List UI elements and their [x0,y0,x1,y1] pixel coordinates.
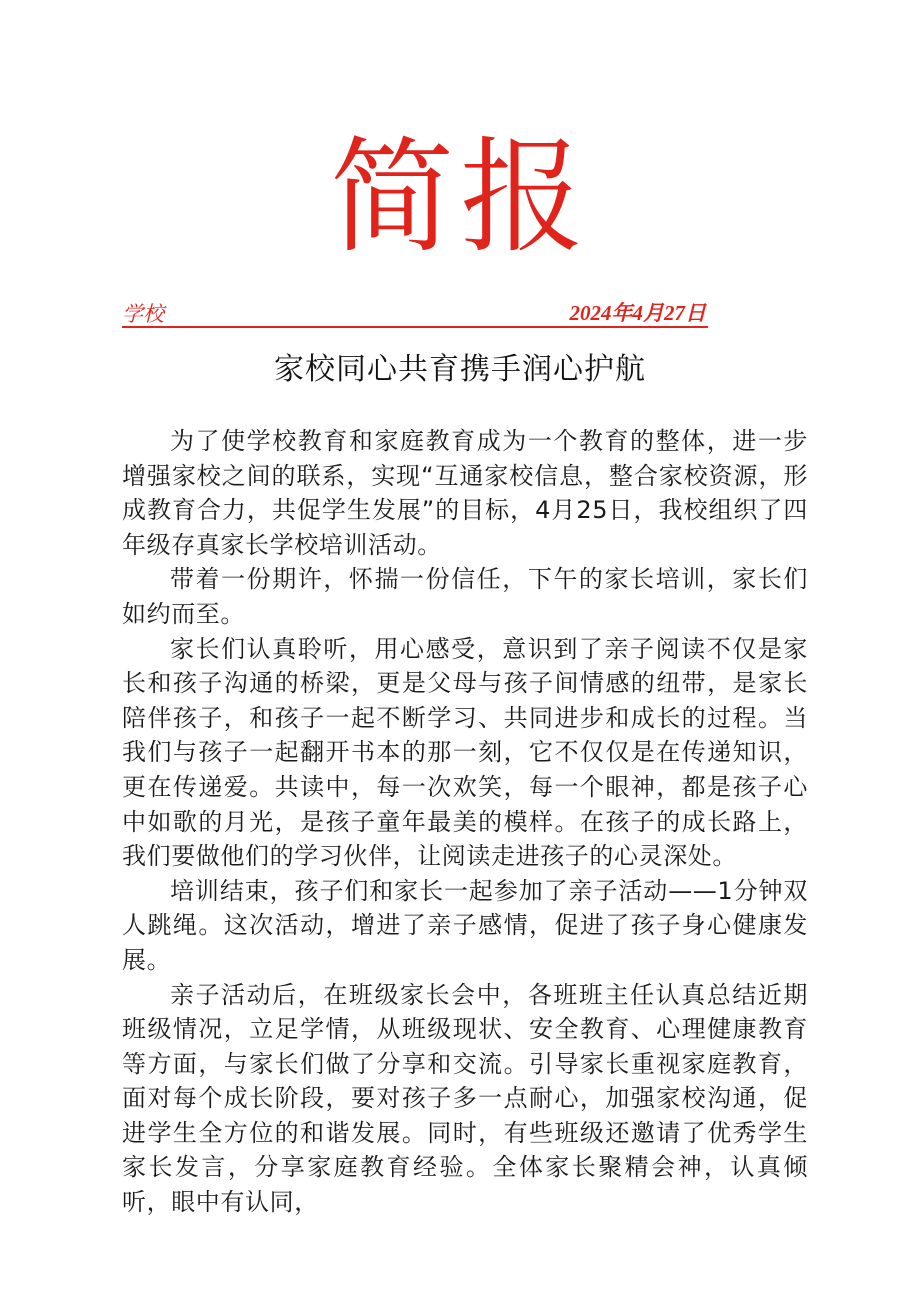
school-name: 学校 [122,302,164,326]
issue-date: 2024年4月27日 [569,301,706,325]
article-headline: 家校同心共育携手润心护航 [274,352,646,387]
paragraph-2: 带着一份期许，怀揣一份信任，下午的家长培训，家长们如约而至。 [122,565,808,628]
meta-row [122,296,708,328]
paragraph-1: 为了使学校教育和家庭教育成为一个教育的整体，进一步增强家校之间的联系，实现“互通家校信息，整合家校资源，形成教育合力，共促学生发展”的目标，4月25日，我校组织了四年级存真家长学校培训活动。 [122,427,808,559]
paragraph-4: 培训结束，孩子们和家长一起参加了亲子活动——1分钟双人跳绳。这次活动，增进了亲子感情，促进了孩子身心健康发展。 [122,876,808,974]
paragraph-5: 亲子活动后，在班级家长会中，各班班主任认真总结近期班级情况，立足学情，从班级现状、安全教育、心理健康教育等方面，与家长们做了分享和交流。引导家长重视家庭教育，面对每个成长阶段，要对孩子多一点耐心，加强家校沟通，促进学生全方位的和谐发展。同时，有些班级还邀请了优秀学生家长发言，分享家庭教育经验。全体家长聚精会神，认真倾听，眼中有认同， [122,980,808,1217]
article-body [122,424,808,1220]
masthead-title: 简报 [329,126,590,270]
paragraph-3: 家长们认真聆听，用心感受，意识到了亲子阅读不仅是家长和孩子沟通的桥梁，更是父母与孩子间情感的纽带，是家长陪伴孩子，和孩子一起不断学习、共同进步和成长的过程。当我们与孩子一起翻开书本的那一刻，它不仅仅是在传递知识，更在传递爱。共读中，每一次欢笑，每一个眼神，都是孩子心中如歌的月光，是孩子童年最美的模样。在孩子的成长路上，我们要做他们的学习伙伴，让阅读走进孩子的心灵深处。 [122,634,808,871]
